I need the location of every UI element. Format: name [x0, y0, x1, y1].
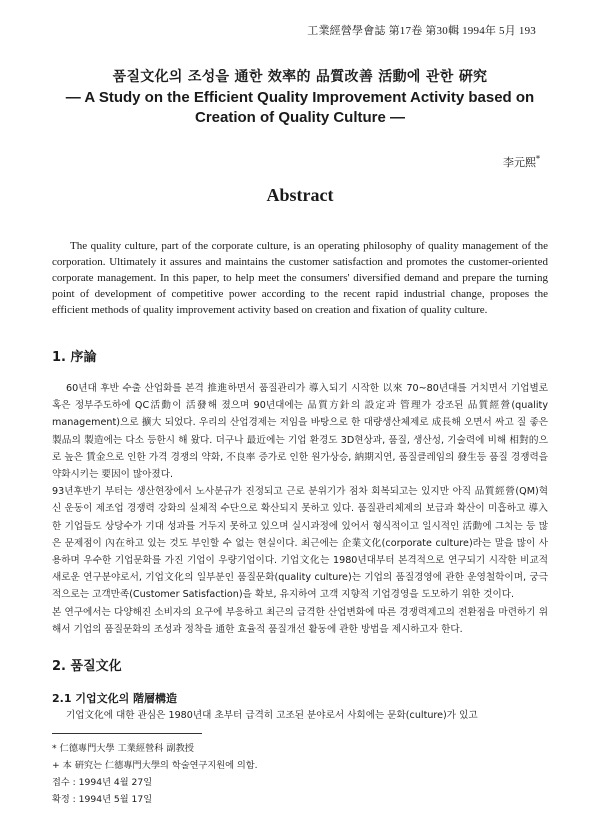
- title-korean: 품질文化의 조성을 通한 效率的 品質改善 活動에 관한 硏究: [112, 69, 488, 85]
- subsection-2-1-heading: 2.1 기업文化의 階層構造: [52, 692, 178, 705]
- running-header: 工業經營學會誌 第17卷 第30輯 1994年 5月 193: [307, 25, 536, 37]
- title-english: — A Study on the Efficient Quality Improvement Activity based on Creation of Quality Culture —: [65, 89, 535, 126]
- section-1-paragraph: 60년대 후반 수출 산업화를 본격 推進하면서 품질관리가 導入되기 시작한 以來 70~80년대를 거치면서 기업별로 혹은 정부주도하에 QC活動이 活發해 졌으며 90년대에는 品質方針의 設定과 管理가 강조된 品質經營(quality management)으로 擴大 되었다. 우리의 산업경제는 저임을 바탕으로 한 대량생산체제로 成長해 오면서 싸고 질 좋은 製品의 製造에는 다소 등한시 해 왔다. 더구나 最近에는 기업 환경도 3D현상과, 품질, 생산성, 기술력에 비해 相對的으로 높은 賃金으로 인한 가격 경쟁의 약화, 不良率 증가로 인한 원가상승, 納期지연, 품질클레임의 發生등 품질 경쟁력을 약화시키는 要因이 많아졌다.: [52, 383, 548, 481]
- abstract-text: The quality culture, part of the corporate culture, is an operating philosophy of quality management of the corporation. Ultimately it assures and maintains the customer satisfaction and promotes the customer-oriented corporate management. In this paper, to help meet the consumers' diversified demand and prepare the turning point of development of competitive power according to the recent rapid industrial change, proposes the efficient methods of quality improvement activity based on creation and fixation of quality culture.: [52, 240, 548, 316]
- subsection-2-1-text: 기업文化에 대한 관심은 1980년대 초부터 급격히 고조된 분야로서 사회에는 문화(culture)가 있고: [66, 710, 478, 721]
- footnote-divider: [52, 733, 202, 734]
- abstract-heading: Abstract: [266, 185, 334, 205]
- section-2-heading: 2. 품질文化: [52, 659, 122, 674]
- section-1-body: [52, 380, 548, 638]
- footnotes: [52, 740, 548, 808]
- author-name: 李元熙: [503, 156, 536, 169]
- footnote-affiliation: * 仁德專門大學 工業經營科 副教授: [52, 743, 194, 754]
- section-1-paragraph: 93년후반기 부터는 생산현장에서 노사분규가 진정되고 근로 분위기가 점차 회복되고는 있지만 아직 品質經營(QM)혁신 운동이 제조업 경쟁력 강화의 실체적 수단으로 확산되지 못하고 있다. 품질관리체제의 보급과 확산이 미흡하고 導入한 기업들도 상당수가 기대 성과를 거두지 못하고 있으며 실시과정에 있어서 형식적이고 일시적인 活動에 그치는 등 많은 문제점이 內在하고 있는 것도 부인할 수 없는 현실이다. 최근에는 企業文化(corporate culture)라는 말을 많이 사용하며 우수한 기업문화를 가진 기업이 우량기업이다. 기업文化는 1980년대부터 본격적으로 연구되기 시작한 비교적 새로운 연구분야로서, 기업文化의 일부분인 품질문화(quality culture)는 기업의 품질경영에 관한 운영철학이며, 궁극적으로는 고객만족(Customer Satisfaction)을 확보, 유지하여 고객 지향적 기업경영을 도모하기 위한 것이다.: [52, 486, 548, 601]
- section-1-heading: 1. 序論: [52, 350, 97, 365]
- footnote-accepted-date: 확정 : 1994년 5월 17일: [52, 794, 153, 805]
- author-footnote-mark: *: [536, 154, 540, 164]
- section-1-paragraph: 본 연구에서는 다양해진 소비자의 요구에 부응하고 최근의 급격한 산업변화에 따른 경쟁력제고의 전환점을 마련하기 위해서 기업의 품질문화의 조성과 정착을 通한 효율적 품질개선 활동에 관한 방법을 제시하고자 한다.: [52, 606, 548, 635]
- author: [503, 154, 540, 170]
- footnote-funding: + 本 硏究는 仁德專門大學의 학술연구지원에 의함.: [52, 760, 258, 771]
- footnote-received-date: 접수 : 1994년 4월 27일: [52, 777, 153, 788]
